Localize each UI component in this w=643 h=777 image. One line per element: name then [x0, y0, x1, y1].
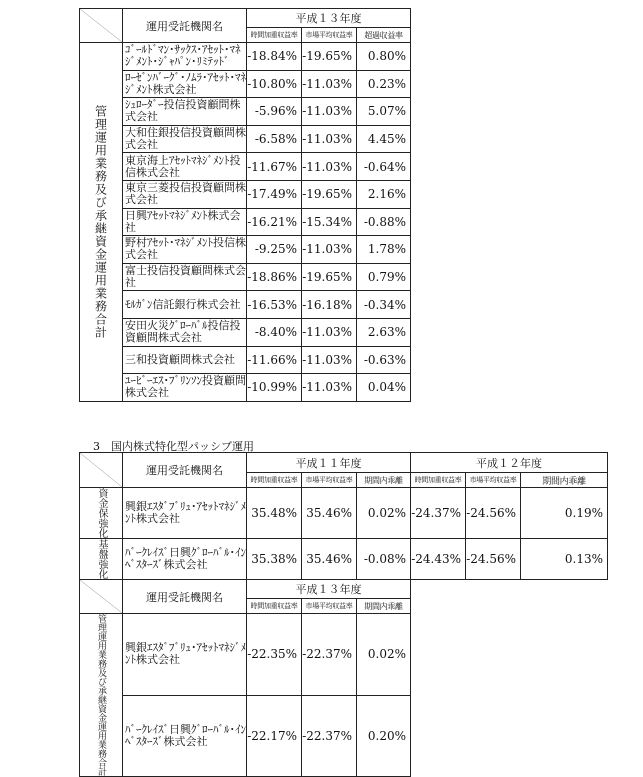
- return-value-cell: 0.19%: [521, 488, 608, 539]
- org-name-cell: ﾊﾞｰｸﾚｲｽﾞ日興ｸﾞﾛｰﾊﾞﾙ･ｲﾝﾍﾞｽﾀｰｽﾞ株式会社: [123, 695, 247, 777]
- table-row: [80, 614, 411, 696]
- time-weighted-return-cell: -10.80%: [247, 70, 302, 98]
- fiscal-2001-performance-table: [79, 8, 411, 402]
- org-name-cell: 富士投信投資顧問株式会社: [123, 263, 247, 291]
- market-average-return-cell: -11.03%: [302, 318, 357, 346]
- passive-fund-fy2001-table: [79, 579, 411, 777]
- org-name-header: 運用受託機関名: [123, 453, 247, 488]
- table-row: [80, 236, 411, 264]
- excess-return-cell: 5.07%: [357, 98, 411, 126]
- org-name-cell: 興銀ｴｽﾀﾞﾌﾞﾘｭ･ｱｾｯﾄﾏﾈｼﾞﾒﾝﾄ株式会社: [123, 488, 247, 539]
- return-value-cell: -24.37%: [411, 488, 466, 539]
- market-average-return-cell: -22.37%: [302, 695, 357, 777]
- table-row: [80, 43, 411, 71]
- year-header: 平成１３年度: [247, 9, 411, 28]
- excess-return-cell: 0.04%: [357, 374, 411, 402]
- table-row: [80, 539, 608, 580]
- return-value-cell: 35.38%: [247, 539, 302, 580]
- table-row: [80, 263, 411, 291]
- table-row: [80, 153, 411, 181]
- passive-fund-fy1999-2000-table: [79, 452, 608, 580]
- return-value-cell: -24.56%: [466, 539, 521, 580]
- market-average-return-cell: -11.03%: [302, 346, 357, 374]
- col-header-time-weighted: 時間加重収益率: [411, 473, 466, 488]
- excess-return-cell: 0.23%: [357, 70, 411, 98]
- col-header-time-weighted: 時間加重収益率: [247, 599, 302, 614]
- org-name-cell: 野村ｱｾｯﾄ･ﾏﾈｼﾞﾒﾝﾄ投信株式会社: [123, 236, 247, 264]
- deviation-cell: 0.02%: [357, 614, 411, 696]
- time-weighted-return-cell: -22.35%: [247, 614, 302, 696]
- table-row: [80, 374, 411, 402]
- market-average-return-cell: -16.18%: [302, 291, 357, 319]
- org-name-cell: ﾓﾙｶﾞﾝ信託銀行株式会社: [123, 291, 247, 319]
- deviation-cell: 0.20%: [357, 695, 411, 777]
- corner-diagonal-cell: [80, 453, 123, 488]
- col-header-excess-return: 超過収益率: [357, 28, 411, 43]
- time-weighted-return-cell: -6.58%: [247, 125, 302, 153]
- table-row: [80, 70, 411, 98]
- market-average-return-cell: -11.03%: [302, 374, 357, 402]
- time-weighted-return-cell: -5.96%: [247, 98, 302, 126]
- time-weighted-return-cell: -22.17%: [247, 695, 302, 777]
- time-weighted-return-cell: -8.40%: [247, 318, 302, 346]
- excess-return-cell: 0.79%: [357, 263, 411, 291]
- table-row: [80, 125, 411, 153]
- time-weighted-return-cell: -17.49%: [247, 180, 302, 208]
- col-header-deviation: 期間内乖離: [357, 473, 411, 488]
- excess-return-cell: 1.78%: [357, 236, 411, 264]
- table-row: [80, 488, 608, 539]
- corner-diagonal-cell: [80, 580, 123, 614]
- time-weighted-return-cell: -11.66%: [247, 346, 302, 374]
- org-name-cell: ﾕｰﾋﾞｰｴｽ･ﾌﾞﾘﾝｿﾝ投資顧問株式会社: [123, 374, 247, 402]
- return-value-cell: -0.08%: [357, 539, 411, 580]
- time-weighted-return-cell: -18.86%: [247, 263, 302, 291]
- row-group-label: 資金保強化: [80, 488, 123, 539]
- org-name-cell: ｼｭﾛｰﾀﾞｰ投信投資顧問株式会社: [123, 98, 247, 126]
- table-row: [80, 180, 411, 208]
- market-average-return-cell: -19.65%: [302, 263, 357, 291]
- col-header-time-weighted: 時間加重収益率: [247, 28, 302, 43]
- market-average-return-cell: -11.03%: [302, 236, 357, 264]
- corner-diagonal-cell: [80, 9, 123, 43]
- org-name-cell: 日興ｱｾｯﾄﾏﾈｼﾞﾒﾝﾄ株式会社: [123, 208, 247, 236]
- market-average-return-cell: -11.03%: [302, 70, 357, 98]
- excess-return-cell: 2.63%: [357, 318, 411, 346]
- org-name-header: 運用受託機関名: [123, 9, 247, 43]
- excess-return-cell: -0.63%: [357, 346, 411, 374]
- col-header-deviation: 期間内乖離: [357, 599, 411, 614]
- org-name-header: 運用受託機関名: [123, 580, 247, 614]
- market-average-return-cell: -11.03%: [302, 125, 357, 153]
- col-header-market-average: 市場平均収益率: [302, 28, 357, 43]
- excess-return-cell: 0.80%: [357, 43, 411, 71]
- year-header-fy1999: 平成１１年度: [247, 453, 411, 473]
- col-header-time-weighted: 時間加重収益率: [247, 473, 302, 488]
- org-name-cell: ﾊﾞｰｸﾚｲｽﾞ日興ｸﾞﾛｰﾊﾞﾙ･ｲﾝﾍﾞｽﾀｰｽﾞ株式会社: [123, 539, 247, 580]
- table-row: [80, 98, 411, 126]
- market-average-return-cell: -11.03%: [302, 153, 357, 181]
- org-name-cell: ﾛｰｾﾞﾝﾊﾞｰｸﾞ･ﾉﾑﾗ･ｱｾｯﾄ･ﾏﾈｼﾞﾒﾝﾄ株式会社: [123, 70, 247, 98]
- time-weighted-return-cell: -18.84%: [247, 43, 302, 71]
- return-value-cell: -24.43%: [411, 539, 466, 580]
- market-average-return-cell: -15.34%: [302, 208, 357, 236]
- return-value-cell: 0.13%: [521, 539, 608, 580]
- table-row: [80, 208, 411, 236]
- row-group-label: 管理運用業務及び承継資金運用業務合計: [80, 614, 123, 777]
- excess-return-cell: -0.34%: [357, 291, 411, 319]
- market-average-return-cell: -19.65%: [302, 43, 357, 71]
- return-value-cell: -24.56%: [466, 488, 521, 539]
- year-header: 平成１３年度: [247, 580, 411, 599]
- time-weighted-return-cell: -16.53%: [247, 291, 302, 319]
- org-name-cell: 東京海上ｱｾｯﾄﾏﾈｼﾞﾒﾝﾄ投信株式会社: [123, 153, 247, 181]
- row-group-label: 基盤強化: [80, 539, 123, 580]
- col-header-market-average: 市場平均収益率: [466, 473, 521, 488]
- row-group-label: 管理運用業務及び承継資金運用業務合計: [80, 43, 123, 402]
- market-average-return-cell: -22.37%: [302, 614, 357, 696]
- market-average-return-cell: -19.65%: [302, 180, 357, 208]
- return-value-cell: 35.46%: [302, 488, 357, 539]
- excess-return-cell: -0.64%: [357, 153, 411, 181]
- section-title: 3 国内株式特化型パッシブ運用: [93, 440, 254, 453]
- org-name-cell: ｺﾞｰﾙﾄﾞﾏﾝ･ｻｯｸｽ･ｱｾｯﾄ･ﾏﾈｼﾞﾒﾝﾄ･ｼﾞｬﾊﾟﾝ･ﾘﾐﾃｯﾄﾞ: [123, 43, 247, 71]
- time-weighted-return-cell: -10.99%: [247, 374, 302, 402]
- org-name-cell: 東京三菱投信投資顧問株式会社: [123, 180, 247, 208]
- col-header-market-average: 市場平均収益率: [302, 473, 357, 488]
- org-name-cell: 安田火災ｸﾞﾛｰﾊﾞﾙ投信投資顧問株式会社: [123, 318, 247, 346]
- table-row: [80, 318, 411, 346]
- table-row: [80, 291, 411, 319]
- return-value-cell: 0.02%: [357, 488, 411, 539]
- excess-return-cell: -0.88%: [357, 208, 411, 236]
- org-name-cell: 大和住銀投信投資顧問株式会社: [123, 125, 247, 153]
- return-value-cell: 35.48%: [247, 488, 302, 539]
- col-header-market-average: 市場平均収益率: [302, 599, 357, 614]
- excess-return-cell: 2.16%: [357, 180, 411, 208]
- time-weighted-return-cell: -16.21%: [247, 208, 302, 236]
- time-weighted-return-cell: -9.25%: [247, 236, 302, 264]
- table-row: [80, 695, 411, 777]
- org-name-cell: 三和投資顧問株式会社: [123, 346, 247, 374]
- time-weighted-return-cell: -11.67%: [247, 153, 302, 181]
- table-row: [80, 346, 411, 374]
- year-header-fy2000: 平成１２年度: [411, 453, 608, 473]
- market-average-return-cell: -11.03%: [302, 98, 357, 126]
- excess-return-cell: 4.45%: [357, 125, 411, 153]
- org-name-cell: 興銀ｴｽﾀﾞﾌﾞﾘｭ･ｱｾｯﾄﾏﾈｼﾞﾒﾝﾄ株式会社: [123, 614, 247, 696]
- return-value-cell: 35.46%: [302, 539, 357, 580]
- col-header-deviation: 期間内乖離: [521, 473, 608, 488]
